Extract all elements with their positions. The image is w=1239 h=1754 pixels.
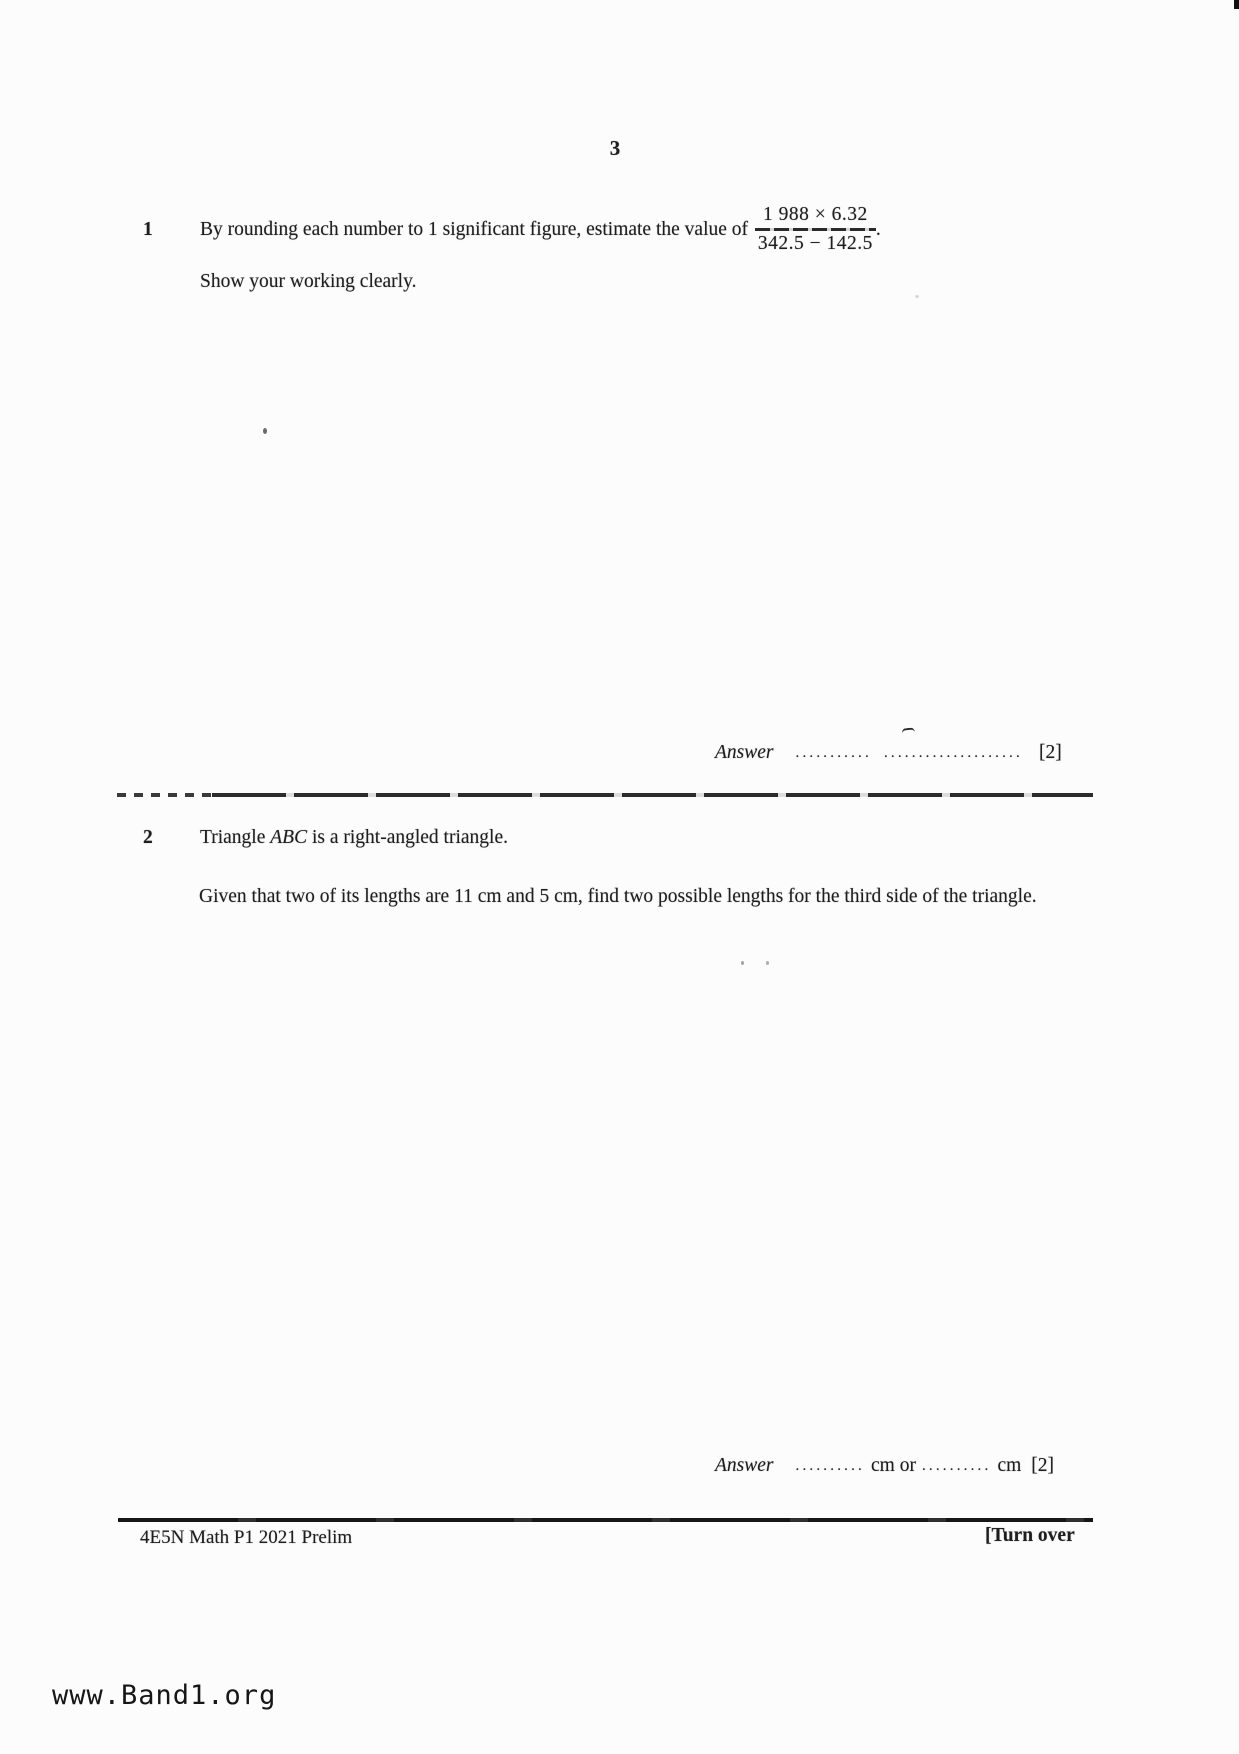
- question-2-heading-pre: Triangle: [200, 827, 271, 848]
- footer-turn-over: [Turn over: [985, 1525, 1075, 1546]
- watermark-url: www.Band1.org: [52, 1680, 277, 1711]
- question-2-triangle-name: ABC: [270, 827, 308, 848]
- scan-speck: [766, 961, 769, 965]
- question-1-instruction: Show your working clearly.: [200, 271, 417, 292]
- section-divider-dashes: [117, 793, 212, 797]
- answer-unit-cm: cm: [997, 1455, 1022, 1476]
- question-1-answer-line: [715, 742, 1062, 764]
- question-1-line: [143, 204, 1103, 255]
- footer-paper-title: 4E5N Math P1 2021 Prelim: [140, 1527, 353, 1548]
- answer-dotted-blank: ....................: [883, 745, 1023, 761]
- page-number: 3: [609, 136, 621, 160]
- question-2-answer-line: [715, 1455, 1054, 1477]
- marks-badge: [2]: [1038, 742, 1062, 763]
- answer-label: Answer: [715, 1455, 774, 1476]
- question-2-body: Given that two of its lengths are 11 cm and 5 cm, find two possible lengths for the third side of the triangle.: [199, 886, 1037, 907]
- scan-speck: [263, 428, 267, 434]
- question-1-text: By rounding each number to 1 significant figure, estimate the value of: [200, 218, 753, 240]
- fraction: [755, 204, 876, 255]
- answer-dotted-blank: ...........: [795, 745, 872, 761]
- question-2-heading-post: is a right-angled triangle.: [307, 827, 508, 848]
- scan-edge-mark: [1234, 0, 1239, 9]
- answer-dotted-blank: ..........: [921, 1458, 992, 1474]
- fraction-numerator: 1 988 × 6.32: [763, 204, 868, 225]
- footer-rule: [118, 1518, 1093, 1522]
- scan-stray-mark: [902, 727, 916, 738]
- answer-dotted-blank: ..........: [795, 1458, 865, 1474]
- question-2-number: 2: [143, 827, 153, 848]
- answer-label: Answer: [715, 742, 774, 763]
- question-2-heading: [143, 827, 1103, 849]
- section-divider-line: [212, 793, 1093, 797]
- scan-speck: [915, 295, 919, 298]
- marks-badge: [2]: [1031, 1455, 1055, 1476]
- question-1-period: .: [875, 218, 881, 240]
- question-1-number: 1: [143, 218, 153, 240]
- fraction-denominator: 342.5 − 142.5: [757, 233, 873, 254]
- answer-unit-cm-or: cm or: [871, 1455, 916, 1476]
- scan-speck: [741, 961, 744, 965]
